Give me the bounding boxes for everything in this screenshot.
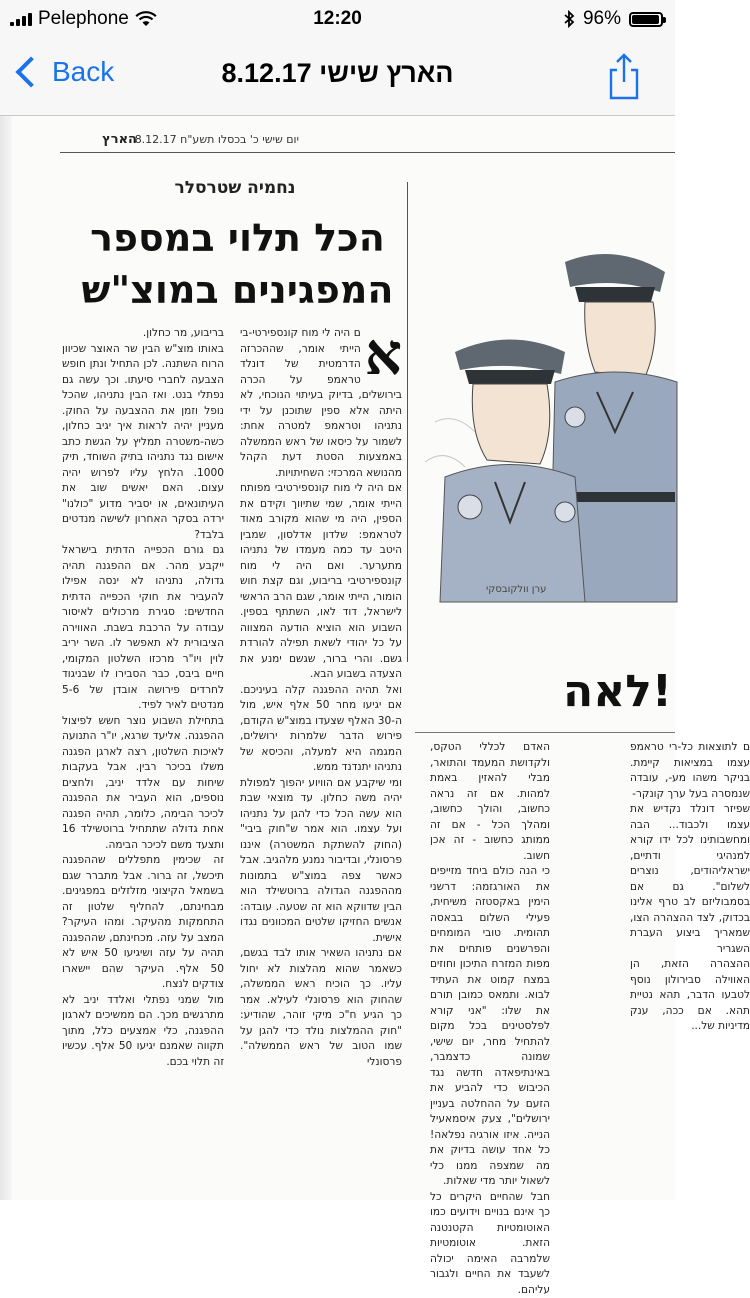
article-body [62,320,402,1200]
article-column-2: בריבוע, מר כחלון. באותו מוצ"ש הבין שר האוצר שכיוון הרוח השתנה. לכן התחיל ונתן חופש הצבעה לחברי סיעתו. וכך עשה גם נפתלי בנט. ואז הבין נתניהו, שהכל נופל וזמן את ההצבעה על החוק. מעניין יהיה לראות איך יגיב כחלון, כשה-משטרה תמליץ על הגשת כתב אישום נגד נתניהו בתיק השוחד, תיק 1000. הלחץ עליו לפרוש יהיה עצום. האם יאשים שוב את העיתונאים, או יסביר מדוע "כולנו" ירדה בסקר האחרון לשישה מנדטים בלבד? גם גורם הכפייה הדתית בישראל ייקבע מהר. אם ההפגנה תהיה גדולה, נתניהו לא ינסה אפילו להעביר את חוקי הכפייה הדתית החדשים: סגירת מרכולים לאיסור עבודה על הרכבת בשבת. האווירה הציבורית לא תאפשר לו. השר יריב לוין ויו"ר מרכזו השלטון המקומי, חיים ביבס, כבר הסבירו לו שבניגוד לחרדים פירושה אובדן של 5-6 מנדטים לאיר לפיד. בתחילת השבוע נוצר חשש לפיצול ההפגנה. אליעד שרגא, יו"ר התנועה לאיכות השלטון, רצה לארגן הפגנה משלו בכיכר רבין. אבל בעקבות שיחות עם אלדד יניב, ולחצים נוספים, הוא העביר את ההפגנה לכיכר הבימה, כלומר, תהיה הפגנה אחת גדולה שתתחיל ברוטשילד 16 ותצעד משם לכיכר הבימה. זה שכימין מתפללים שההפגנה תיכשל, זה ברור. אבל מתברר שגם בשמאל הקיצוני מזלזלים במפגינים. מבחינתם, להחליף שלטון זה התחמקות מהעיקר. ומהו העיקר? המצב על עזה. מכחינתם, שההפגנה תהיה על עזה ושיגיעו 50 איש לא 50 אלף. העיקר שהם יישארו צודקים לנצח. מול שמני נפתלי ואלדד יניב לא מתרגשים מכך. הם ממשיכים לארגון ההפגנה, כלי אמצעים כלל, מתוך תקווה שאמנם יגיעו 50 אלף. עכשיו זה תלוי בכם. [62,327,224,1068]
clock: 12:20 [313,8,362,29]
newspaper-header [60,128,675,153]
opinion-column-1: האדם לכללי הטקס, ולקדושת המעמד והתואר, מבלי להאזין באמת למהות. אם זה נראה כחשוב, והולך כחשוב, ומהלך הכל - אם זה ממותג כחשוב - זה אכן חשוב. כי הנה כולם ביחד מזייפים את האורגזמה: דרשני הימין באקסטזה משיחית, פעילי השלום בבאסה תהומית. טובי המומחים והפרשנים פותחים את מפות המזרח התיכון וחוזים במצח קמוט את העתיד לבוא. ותמאס כמובן תורם את שלו: "אני קורא לפלסטינים בכל מקום להתחיל מחר, יום שישי, שמונה כדצמבר, באינתיפאדה חדשה נגד הכיבוש כדי להביע את הזעם על ההחלטה בעניין ירושלים", צעק איסמאעיל הנייה. איזו אורגיה נפלאה! כל אחד עושה בדיוק את מה שמצפה ממנו כלי לשאול יותר מדי שאלות. חבל שהחיים היקרים כל כך אינם בנויים וידועים כמו האוטומטיות הקטנטנה הזאת. אוטומטיות שלמרבה האימה יכולה לשעבד את החיים ולגבור עליהם. [430,741,550,1296]
battery-percent: 96% [582,8,621,29]
status-right [563,8,663,30]
column-divider [407,182,408,662]
article-column-1 [240,320,402,1070]
author-byline: נחמיה שטרסלר [174,178,296,198]
navigation-bar [0,38,675,116]
page-title: הארץ שישי 8.12.17 [221,58,454,88]
status-bar [0,0,675,38]
carrier-name: Pelephone [38,8,129,29]
headline-line-1: הכל תלוי במספר [90,216,385,260]
bluetooth-icon [563,10,575,28]
newspaper-date: יום שישי כ' בכסלו תשע"ח 8.12.17 [134,133,299,146]
police-officers-illustration [415,232,675,602]
headline-divider [415,732,675,733]
share-icon[interactable] [607,52,641,100]
illustration-credit: ערן וולקובסקי [486,584,547,595]
battery-fill [632,15,659,24]
back-label: Back [52,56,115,87]
drop-cap: א [364,320,402,388]
newspaper-page [0,116,750,1296]
column-1-text: ם היה לי מוח קונספירטי-בי הייתי אומר, שההכרזה הדרמטית של דונלד טראמפ על הכרה בירושלים, בדיוק בעיתוי הנוכחי, לא היתה אלא ספין שתוכנן על ידי נתניהו וטראמפ למטרה אחת: לשמור על כיסאו של ראש הממשלה באמצעות הסטת דעת הקהל מהנושא המרכזי: השחיתויות. אם היה לי מוח קונספירטיבי מפותח הייתי אומר, שמי שתיווך וקידם את הספין, היה מי שהוא מקורב מאוד לטראמפ: שלדון אדלסון, שמבין היטב עד כמה מעמדו של נתניהו מתערער. ואם היה לי מוח קונספירטיבי בריבוע, וגם קצת חוש הומור, הייתי אומר, שגם הרב הראשי לישראל, דוד לאו, השתתף בספין. השבוע הוא הוציא הודעה המצווה על כל יהודי לשאת תפילה להורדת גשם. והרי ברור, שגשם ימנע את הצעדה בשבוע הבא. ואל תהיה ההפגנה קלה בעיניכם. אם יגיעו מחר 50 אלף איש, מול ה-30 האלף שצעדו במוצ"ש הקודם, פירוש הדבר שלמרות ירושלים, המגמה היא למעלה, והכיסא של נתניהו יתנדנד ממש. ומי שיקבע אם הוויוע יהפוך למפולת יהיה משה כחלון. עד מוצאי שבת הוא עשה הכל כדי להגן על נתניהו ועל עצמו. הוא אמר ש"חוק ביבי" (החוק להשתקת המשטרה) איננו פרסונלי, ובדיבור נמנע מלהגיב. אבל כאשר צפה במוצ"ש בתמונות מההפגנה הגדולה ברוטשילד הוא הבין שדווקא הוא זה שטעה. עובדה: אנשים החזיקו שלטים המכוונים נגדו אישית. אם נתניהו השאיר אותו לבד בגשם, כשאמר שהוא מהלצות לא יחול עליו. כך הוכיח ראש הממשלה, שהחוק הוא פרסונלי לעילא. אמר כך הגיע ח"כ מיקי זוהר, שהודיע: "חוק ההמלצות נולד כדי להגן על שמו הטוב של ראש הממשלה". פרסונלי [240,327,402,1068]
opinion-column-2: ם לתוצאות כל-רי טראמפ עצמו במציאות קיימת. בניקר משהו מע-, עובדה שנמסרה בעל ערך קונקר- שפיזר דונלד נקדיש את עצמו ולכבוד... הבה ומחשבותינו לכל ידו קורא למנהיגי ודתיים, ישראליהודים, נוצרים לשלום". גם אם בסמבוליזם לב טרף אלינו בכדוק, לצד ההצהרה הצו, שמאריך ביצוע העברת השגריר ההצהרה הזאת, הן האווילה סבירולון נוסף לטבעו הדבר, תהא נטיית תהא. אם ככה, ענק מדיניות של... [630,741,750,1032]
opinion-columns [415,740,750,1296]
battery-icon [629,12,663,27]
article-headline [70,212,405,316]
page-edge [0,116,12,1200]
opinion-headline-fragment: !לאה [563,666,672,717]
newspaper-logo: הארץ [102,132,137,147]
headline-line-2: המפגינים במוצ"ש [81,268,394,312]
